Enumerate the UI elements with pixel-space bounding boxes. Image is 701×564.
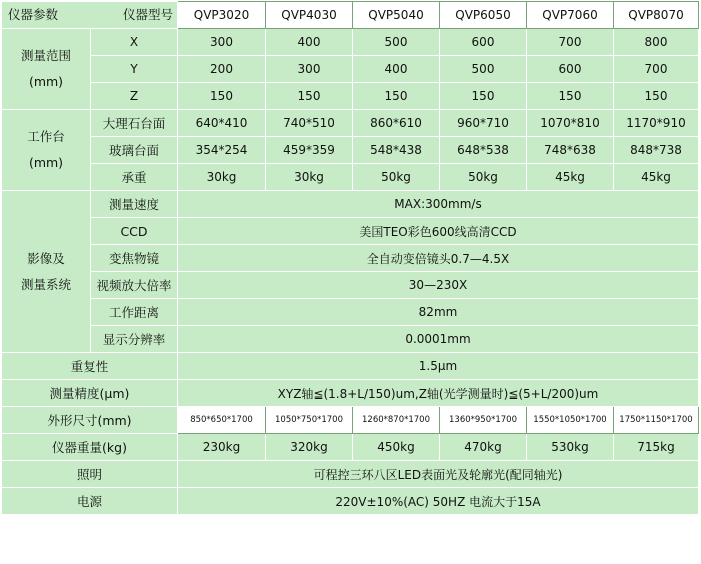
dimensions-value: 850*650*1700 bbox=[178, 407, 266, 434]
weight-value: 320kg bbox=[266, 434, 353, 461]
lighting-value: 可程控三环八区LED表面光及轮廓光(配同轴光) bbox=[178, 461, 699, 488]
imaging-item-label: 工作距离 bbox=[91, 299, 178, 326]
imaging-value: 0.0001mm bbox=[178, 326, 699, 353]
repeatability-label: 重复性 bbox=[2, 353, 178, 380]
model-name: QVP4030 bbox=[266, 2, 353, 29]
dimensions-label: 外形尺寸(mm) bbox=[2, 407, 178, 434]
imaging-value: 美国TEO彩色600线高清CCD bbox=[178, 218, 699, 245]
weight-value: 470kg bbox=[440, 434, 527, 461]
param-label: 仪器参数 bbox=[8, 7, 59, 22]
range-value: 500 bbox=[440, 56, 527, 83]
range-label: 测量范围 bbox=[20, 48, 71, 63]
imaging-row bbox=[2, 299, 699, 326]
range-value: 500 bbox=[353, 29, 440, 56]
range-value: 200 bbox=[178, 56, 266, 83]
accuracy-row bbox=[2, 380, 699, 407]
imaging-label-line1: 影像及 bbox=[27, 250, 65, 266]
stage-value: 860*610 bbox=[353, 110, 440, 137]
imaging-row bbox=[2, 326, 699, 353]
weight-label: 仪器重量(kg) bbox=[2, 434, 178, 461]
lighting-label: 照明 bbox=[2, 461, 178, 488]
range-value: 150 bbox=[353, 83, 440, 110]
stage-value: 45kg bbox=[527, 164, 614, 191]
accuracy-value: XYZ轴≦(1.8+L/150)um,Z轴(光学测量时)≦(5+L/200)um bbox=[178, 380, 699, 407]
range-value: 700 bbox=[527, 29, 614, 56]
range-row-x bbox=[2, 29, 699, 56]
weight-value: 530kg bbox=[527, 434, 614, 461]
range-value: 700 bbox=[614, 56, 699, 83]
imaging-item-label: 显示分辨率 bbox=[91, 326, 178, 353]
power-row bbox=[2, 488, 699, 515]
stage-value: 648*538 bbox=[440, 137, 527, 164]
stage-value: 50kg bbox=[353, 164, 440, 191]
dimensions-row bbox=[2, 407, 699, 434]
model-name: QVP6050 bbox=[440, 2, 527, 29]
range-axis: X bbox=[91, 29, 178, 56]
imaging-item-label: 变焦物镜 bbox=[91, 245, 178, 272]
dimensions-value: 1550*1050*1700 bbox=[527, 407, 614, 434]
range-value: 600 bbox=[440, 29, 527, 56]
model-name: QVP3020 bbox=[178, 2, 266, 29]
imaging-item-label: 测量速度 bbox=[91, 191, 178, 218]
imaging-label-line2: 测量系统 bbox=[20, 276, 71, 292]
range-value: 300 bbox=[266, 56, 353, 83]
range-value: 400 bbox=[266, 29, 353, 56]
header-corner-cell bbox=[2, 2, 178, 29]
dimensions-value: 1260*870*1700 bbox=[353, 407, 440, 434]
stage-row-load bbox=[2, 164, 699, 191]
stage-value: 1170*910 bbox=[614, 110, 699, 137]
range-value: 150 bbox=[178, 83, 266, 110]
range-value: 150 bbox=[527, 83, 614, 110]
stage-value: 848*738 bbox=[614, 137, 699, 164]
range-value: 800 bbox=[614, 29, 699, 56]
repeatability-value: 1.5μm bbox=[178, 353, 699, 380]
stage-value: 748*638 bbox=[527, 137, 614, 164]
weight-value: 230kg bbox=[178, 434, 266, 461]
stage-item-label: 大理石台面 bbox=[91, 110, 178, 137]
stage-value: 459*359 bbox=[266, 137, 353, 164]
stage-group-label bbox=[2, 110, 91, 191]
range-value: 150 bbox=[440, 83, 527, 110]
range-unit: (mm) bbox=[28, 74, 64, 89]
imaging-group-label bbox=[2, 191, 91, 353]
stage-value: 548*438 bbox=[353, 137, 440, 164]
stage-value: 640*410 bbox=[178, 110, 266, 137]
model-name: QVP8070 bbox=[614, 2, 699, 29]
model-name: QVP5040 bbox=[353, 2, 440, 29]
stage-value: 45kg bbox=[614, 164, 699, 191]
stage-value: 960*710 bbox=[440, 110, 527, 137]
spec-table bbox=[1, 1, 699, 515]
imaging-value: 全自动变倍镜头0.7—4.5X bbox=[178, 245, 699, 272]
power-label: 电源 bbox=[2, 488, 178, 515]
stage-value: 740*510 bbox=[266, 110, 353, 137]
imaging-value: 82mm bbox=[178, 299, 699, 326]
stage-value: 30kg bbox=[266, 164, 353, 191]
range-group-label bbox=[2, 29, 91, 110]
imaging-row bbox=[2, 272, 699, 299]
stage-value: 354*254 bbox=[178, 137, 266, 164]
stage-label: 工作台 bbox=[27, 129, 65, 144]
weight-row bbox=[2, 434, 699, 461]
range-row-y bbox=[2, 56, 699, 83]
imaging-value: MAX:300mm/s bbox=[178, 191, 699, 218]
stage-item-label: 承重 bbox=[91, 164, 178, 191]
imaging-value: 30—230X bbox=[178, 272, 699, 299]
stage-row-glass bbox=[2, 137, 699, 164]
dimensions-value: 1050*750*1700 bbox=[266, 407, 353, 434]
weight-value: 450kg bbox=[353, 434, 440, 461]
stage-value: 50kg bbox=[440, 164, 527, 191]
lighting-row bbox=[2, 461, 699, 488]
range-value: 600 bbox=[527, 56, 614, 83]
accuracy-label: 测量精度(μm) bbox=[2, 380, 178, 407]
stage-item-label: 玻璃台面 bbox=[91, 137, 178, 164]
dimensions-value: 1750*1150*1700 bbox=[614, 407, 699, 434]
range-row-z bbox=[2, 83, 699, 110]
range-value: 300 bbox=[178, 29, 266, 56]
range-axis: Z bbox=[91, 83, 178, 110]
imaging-row bbox=[2, 218, 699, 245]
stage-unit: (mm) bbox=[28, 155, 64, 170]
imaging-item-label: CCD bbox=[91, 218, 178, 245]
stage-value: 30kg bbox=[178, 164, 266, 191]
range-value: 150 bbox=[266, 83, 353, 110]
repeatability-row bbox=[2, 353, 699, 380]
imaging-item-label: 视频放大倍率 bbox=[91, 272, 178, 299]
model-name: QVP7060 bbox=[527, 2, 614, 29]
range-value: 400 bbox=[353, 56, 440, 83]
weight-value: 715kg bbox=[614, 434, 699, 461]
model-label: 仪器型号 bbox=[122, 7, 173, 22]
dimensions-value: 1360*950*1700 bbox=[440, 407, 527, 434]
stage-value: 1070*810 bbox=[527, 110, 614, 137]
range-value: 150 bbox=[614, 83, 699, 110]
imaging-row bbox=[2, 191, 699, 218]
power-value: 220V±10%(AC) 50HZ 电流大于15A bbox=[178, 488, 699, 515]
range-axis: Y bbox=[91, 56, 178, 83]
imaging-row bbox=[2, 245, 699, 272]
stage-row-marble bbox=[2, 110, 699, 137]
